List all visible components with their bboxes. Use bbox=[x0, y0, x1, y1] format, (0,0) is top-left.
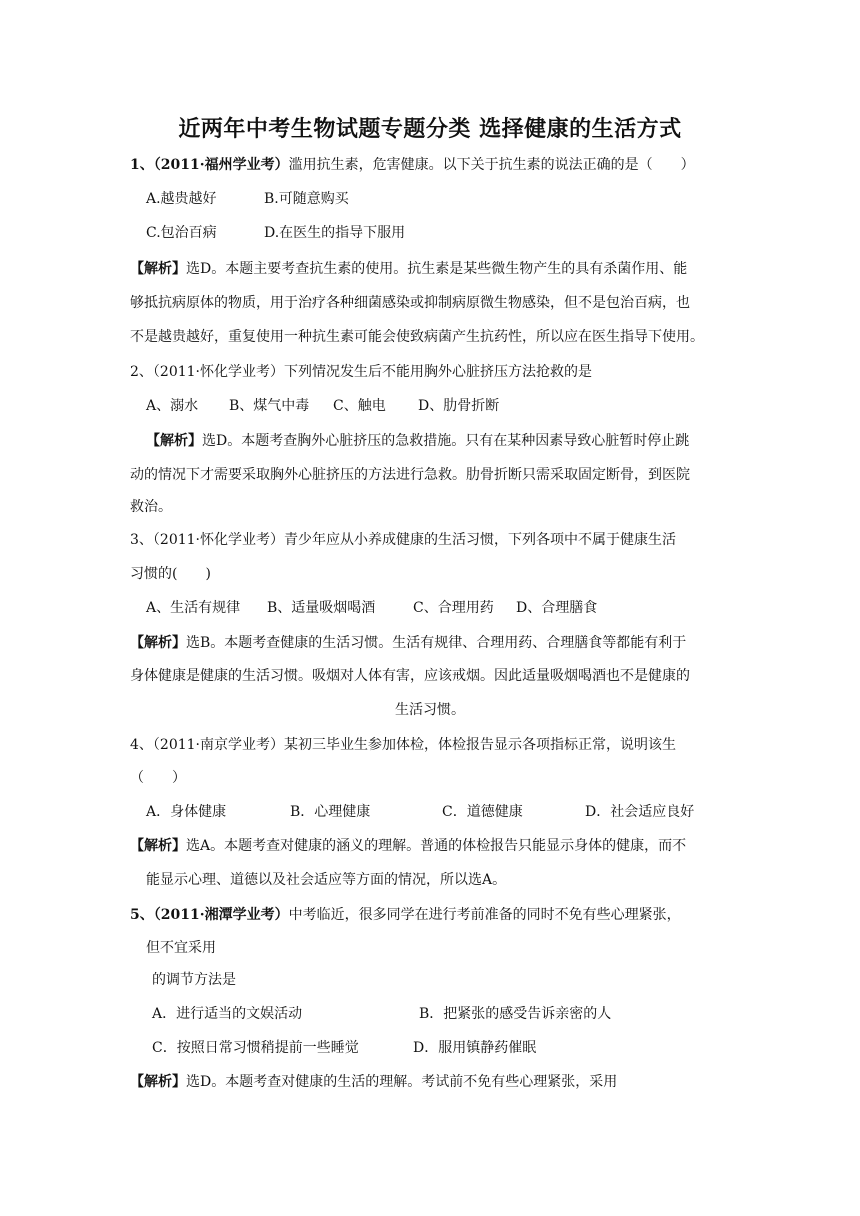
option-d: D.在医生的指导下服用 bbox=[264, 225, 406, 241]
analysis-line: 生活习惯。 bbox=[395, 702, 465, 718]
question-text: 青少年应从小养成健康的生活习惯，下列各项中不属于健康生活 bbox=[284, 532, 677, 548]
analysis-line: 身体健康是健康的生活习惯。吸烟对人体有害，应该戒烟。因此适量吸烟喝酒也不是健康的 bbox=[130, 668, 690, 684]
analysis-text: 选B。本题考查健康的生活习惯。生活有规律、合理用药、合理膳食等都能有利于 bbox=[186, 635, 687, 651]
question-text: 滥用抗生素，危害健康。以下关于抗生素的说法正确的是（ ） bbox=[288, 157, 695, 173]
question-text: 的调节方法是 bbox=[152, 972, 236, 988]
question-3-stem bbox=[130, 529, 676, 551]
option-d: D．社会适应良好 bbox=[585, 804, 695, 820]
question-text: 下列情况发生后不能用胸外心脏挤压方法抢救的是 bbox=[284, 364, 593, 380]
question-source: （2011·南京学业考） bbox=[152, 737, 285, 753]
analysis-line: 动的情况下才需要采取胸外心脏挤压的方法进行急救。肋骨折断只需采取固定断骨，到医院 bbox=[130, 467, 690, 483]
question-5-stem bbox=[130, 904, 681, 926]
question-text: （ ） bbox=[130, 770, 186, 786]
analysis-line: 救治。 bbox=[130, 499, 172, 515]
analysis-text: 选D。本题考查对健康的生活的理解。考试前不免有些心理紧张，采用 bbox=[186, 1074, 618, 1090]
option-b: B．把紧张的感受告诉亲密的人 bbox=[419, 1006, 612, 1022]
option-b: B．心理健康 bbox=[290, 804, 371, 820]
question-source: （2011·怀化学业考） bbox=[152, 364, 285, 380]
analysis-line: 够抵抗病原体的物质，用于治疗各种细菌感染或抑制病原微生物感染，但不是包治百病，也 bbox=[130, 295, 690, 311]
analysis-text: 选D。本题考查胸外心脏挤压的急救措施。只有在某种因素导致心脏暂时停止跳 bbox=[202, 433, 690, 449]
option-a: A.越贵越好 bbox=[146, 191, 217, 207]
analysis-line: 能显示心理、道德以及社会适应等方面的情况，所以选A。 bbox=[146, 872, 507, 888]
question-number: 1、 bbox=[130, 157, 154, 173]
question-number: 3、 bbox=[130, 532, 153, 548]
question-4-stem bbox=[130, 734, 676, 756]
option-c: C、合理用药 bbox=[413, 600, 494, 616]
analysis-tag: 【解析】 bbox=[130, 635, 186, 651]
option-a: A．身体健康 bbox=[146, 804, 227, 820]
question-source: （2011·怀化学业考） bbox=[152, 532, 285, 548]
question-text: 中考临近，很多同学在进行考前准备的同时不免有些心理紧张， bbox=[288, 907, 681, 923]
option-d: D、肋骨折断 bbox=[418, 398, 500, 414]
option-c: C、触电 bbox=[333, 398, 386, 414]
analysis-line bbox=[130, 258, 687, 280]
question-source: （2011·湘潭学业考） bbox=[153, 907, 289, 923]
option-b: B.可随意购买 bbox=[264, 191, 349, 207]
question-text: 习惯的( ) bbox=[130, 566, 211, 582]
option-d: D、合理膳食 bbox=[516, 600, 598, 616]
question-number: 5、 bbox=[130, 907, 154, 923]
option-a: A、溺水 bbox=[146, 398, 199, 414]
question-text: 但不宜采用 bbox=[146, 940, 216, 956]
option-c: C．按照日常习惯稍提前一些睡觉 bbox=[152, 1040, 359, 1056]
analysis-line: 不是越贵越好，重复使用一种抗生素可能会使致病菌产生抗药性，所以应在医生指导下使用。 bbox=[130, 329, 704, 345]
question-2-stem bbox=[130, 361, 592, 383]
option-b: B、适量吸烟喝酒 bbox=[267, 600, 376, 616]
option-b: B、煤气中毒 bbox=[229, 398, 310, 414]
analysis-line bbox=[146, 430, 689, 452]
analysis-tag: 【解析】 bbox=[146, 433, 202, 449]
analysis-tag: 【解析】 bbox=[130, 838, 186, 854]
option-c: C．道德健康 bbox=[442, 804, 523, 820]
option-c: C.包治百病 bbox=[146, 225, 217, 241]
option-a: A、生活有规律 bbox=[146, 600, 241, 616]
analysis-tag: 【解析】 bbox=[130, 1074, 186, 1090]
question-number: 2、 bbox=[130, 364, 153, 380]
question-number: 4、 bbox=[130, 737, 153, 753]
option-a: A．进行适当的文娱活动 bbox=[152, 1006, 303, 1022]
option-d: D．服用镇静药催眠 bbox=[413, 1040, 537, 1056]
analysis-line bbox=[130, 1071, 617, 1093]
analysis-text: 选A。本题考查对健康的涵义的理解。普通的体检报告只能显示身体的健康，而不 bbox=[186, 838, 687, 854]
question-1-stem bbox=[130, 154, 695, 176]
analysis-text: 选D。本题主要考查抗生素的使用。抗生素是某些微生物产生的具有杀菌作用、能 bbox=[186, 261, 688, 277]
question-text: 某初三毕业生参加体检，体检报告显示各项指标正常，说明该生 bbox=[284, 737, 677, 753]
analysis-line bbox=[130, 632, 686, 654]
analysis-tag: 【解析】 bbox=[130, 261, 186, 277]
analysis-line bbox=[130, 835, 686, 857]
question-source: （2011·福州学业考） bbox=[153, 157, 289, 173]
page-title: 近两年中考生物试题专题分类 选择健康的生活方式 bbox=[178, 117, 682, 142]
